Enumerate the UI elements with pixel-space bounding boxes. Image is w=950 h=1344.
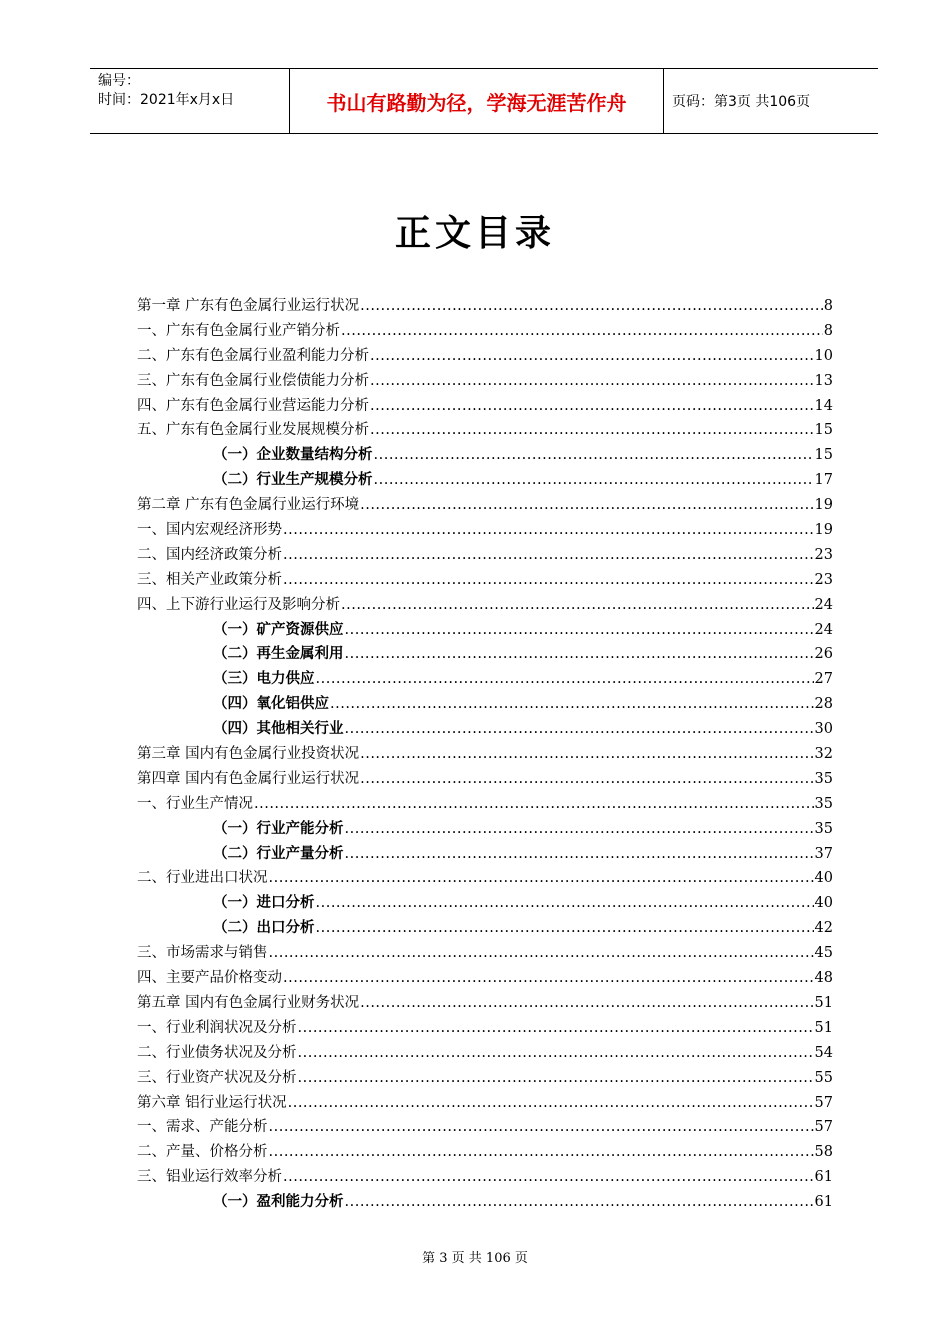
toc-entry[interactable]	[137, 742, 833, 767]
toc-entry-page: 27	[814, 671, 833, 688]
toc-leader-dots	[283, 572, 814, 588]
toc-leader-dots	[360, 771, 813, 787]
toc-leader-dots	[345, 1194, 814, 1210]
toc-leader-dots	[283, 1169, 814, 1185]
toc-entry-title: 三、广东有色金属行业偿债能力分析	[137, 372, 369, 389]
toc-leader-dots	[283, 547, 814, 563]
toc-leader-dots	[360, 995, 813, 1011]
toc-leader-dots	[360, 746, 813, 762]
toc-entry[interactable]	[137, 642, 833, 667]
toc-entry-page: 19	[814, 522, 833, 539]
toc-entry[interactable]	[137, 443, 833, 468]
toc-entry-page: 28	[814, 696, 833, 713]
toc-entry[interactable]	[137, 692, 833, 717]
toc-leader-dots	[360, 497, 813, 513]
toc-entry-page: 51	[814, 994, 833, 1011]
toc-entry[interactable]	[137, 618, 833, 643]
toc-entry[interactable]	[137, 493, 833, 518]
toc-leader-dots	[316, 671, 814, 687]
toc-entry-title: 二、产量、价格分析	[137, 1144, 268, 1161]
toc-entry[interactable]	[137, 369, 833, 394]
toc-leader-dots	[370, 348, 814, 364]
toc-entry-page: 35	[814, 770, 833, 787]
toc-entry-page: 57	[814, 1094, 833, 1111]
toc-leader-dots	[283, 970, 814, 986]
toc-entry[interactable]	[137, 1041, 833, 1066]
page-header	[90, 68, 878, 134]
toc-leader-dots	[298, 1070, 814, 1086]
toc-leader-dots	[316, 920, 814, 936]
header-page-info: 页码：第3页 共106页	[672, 94, 811, 110]
toc-entry-title: （二）行业生产规模分析	[213, 472, 373, 489]
toc-entry-title: （四）其他相关行业	[213, 721, 344, 738]
toc-entry-title: 第三章 国内有色金属行业投资状况	[137, 746, 360, 763]
toc-entry-title: 二、行业债务状况及分析	[137, 1044, 297, 1061]
toc-leader-dots	[298, 1020, 814, 1036]
toc-entry-title: 一、国内宏观经济形势	[137, 522, 282, 539]
toc-entry[interactable]	[137, 394, 833, 419]
toc-entry-page: 17	[814, 472, 833, 489]
toc-entry-page: 40	[814, 870, 833, 887]
toc-entry-title: 五、广东有色金属行业发展规模分析	[137, 422, 369, 439]
toc-leader-dots	[370, 398, 814, 414]
toc-entry-title: 一、行业利润状况及分析	[137, 1019, 297, 1036]
toc-entry[interactable]	[137, 1140, 833, 1165]
toc-entry[interactable]	[137, 866, 833, 891]
toc-entry-title: 一、广东有色金属行业产销分析	[137, 322, 340, 339]
toc-entry-page: 51	[814, 1019, 833, 1036]
toc-leader-dots	[345, 846, 814, 862]
toc-entry-page: 14	[814, 397, 833, 414]
toc-entry-title: （一）进口分析	[213, 895, 315, 912]
table-of-contents	[137, 294, 833, 1215]
toc-entry-title: （一）企业数量结构分析	[213, 447, 373, 464]
toc-entry-title: （四）氧化铝供应	[213, 696, 329, 713]
toc-entry-page: 40	[814, 895, 833, 912]
toc-entry-page: 54	[814, 1044, 833, 1061]
toc-entry[interactable]	[137, 667, 833, 692]
toc-entry-title: 第六章 铝行业运行状况	[137, 1094, 287, 1111]
toc-entry[interactable]	[137, 792, 833, 817]
page-title: 正文目录	[394, 213, 555, 254]
toc-entry[interactable]	[137, 294, 833, 319]
toc-entry[interactable]	[137, 891, 833, 916]
toc-leader-dots	[370, 422, 814, 438]
toc-entry-page: 58	[814, 1144, 833, 1161]
toc-leader-dots	[360, 298, 823, 314]
toc-entry[interactable]	[137, 991, 833, 1016]
toc-entry-page: 45	[814, 945, 833, 962]
toc-leader-dots	[370, 373, 814, 389]
toc-entry-page: 24	[814, 596, 833, 613]
toc-entry[interactable]	[137, 543, 833, 568]
toc-leader-dots	[288, 1095, 814, 1111]
page-footer: 第 3 页 共 106 页	[422, 1251, 528, 1266]
toc-entry-page: 48	[814, 970, 833, 987]
toc-entry[interactable]	[137, 1165, 833, 1190]
toc-leader-dots	[345, 646, 814, 662]
toc-leader-dots	[374, 472, 814, 488]
toc-leader-dots	[316, 895, 814, 911]
toc-entry-title: 第四章 国内有色金属行业运行状况	[137, 770, 360, 787]
toc-entry-page: 32	[814, 746, 833, 763]
header-meta	[90, 69, 290, 133]
toc-entry[interactable]	[137, 966, 833, 991]
toc-entry[interactable]	[137, 319, 833, 344]
toc-leader-dots	[254, 796, 814, 812]
toc-leader-dots	[345, 721, 814, 737]
toc-entry-title: （一）行业产能分析	[213, 820, 344, 837]
toc-entry-title: 一、需求、产能分析	[137, 1119, 268, 1136]
toc-entry[interactable]	[137, 941, 833, 966]
toc-entry[interactable]	[137, 1091, 833, 1116]
toc-entry-page: 23	[814, 546, 833, 563]
toc-entry-page: 23	[814, 571, 833, 588]
toc-entry-page: 57	[814, 1119, 833, 1136]
toc-entry-title: （二）行业产量分析	[213, 845, 344, 862]
toc-entry[interactable]	[137, 1115, 833, 1140]
toc-entry-page: 10	[814, 347, 833, 364]
toc-leader-dots	[269, 945, 814, 961]
toc-leader-dots	[374, 447, 814, 463]
toc-leader-dots	[298, 1045, 814, 1061]
toc-entry-page: 24	[814, 621, 833, 638]
toc-leader-dots	[283, 522, 814, 538]
toc-entry[interactable]	[137, 468, 833, 493]
toc-entry-title: （二）再生金属利用	[213, 646, 344, 663]
toc-leader-dots	[345, 821, 814, 837]
toc-entry[interactable]	[137, 1066, 833, 1091]
toc-entry-title: 三、铝业运行效率分析	[137, 1169, 282, 1186]
toc-entry-page: 61	[814, 1169, 833, 1186]
toc-entry-page: 8	[823, 298, 833, 314]
toc-entry-page: 26	[814, 646, 833, 663]
toc-entry-page: 15	[814, 447, 833, 464]
toc-entry[interactable]	[137, 916, 833, 941]
toc-entry-page: 19	[814, 497, 833, 514]
toc-entry-title: 四、主要产品价格变动	[137, 970, 282, 987]
toc-entry-title: 三、市场需求与销售	[137, 945, 268, 962]
toc-entry[interactable]	[137, 344, 833, 369]
toc-leader-dots	[341, 597, 814, 613]
toc-entry-title: （三）电力供应	[213, 671, 315, 688]
toc-entry-title: （一）盈利能力分析	[213, 1194, 344, 1211]
toc-entry-page: 42	[814, 920, 833, 937]
toc-entry[interactable]	[137, 767, 833, 792]
toc-leader-dots	[345, 622, 814, 638]
toc-leader-dots	[269, 870, 814, 886]
toc-entry[interactable]	[137, 518, 833, 543]
toc-entry-title: 四、广东有色金属行业营运能力分析	[137, 397, 369, 414]
toc-entry-title: 二、行业进出口状况	[137, 870, 268, 887]
toc-entry-page: 35	[814, 795, 833, 812]
toc-entry-page: 61	[814, 1194, 833, 1211]
toc-leader-dots	[341, 323, 823, 339]
header-number-label: 编号：	[98, 73, 140, 89]
toc-entry[interactable]	[137, 1016, 833, 1041]
toc-entry-page: 13	[814, 372, 833, 389]
toc-entry[interactable]	[137, 842, 833, 867]
toc-leader-dots	[330, 696, 814, 712]
toc-entry-page: 8	[823, 322, 833, 339]
header-time-label: 时间：2021年x月x日	[98, 92, 235, 108]
toc-leader-dots	[269, 1119, 814, 1135]
toc-entry[interactable]	[137, 717, 833, 742]
toc-entry-title: （二）出口分析	[213, 920, 315, 937]
toc-entry-title: 三、相关产业政策分析	[137, 571, 282, 588]
toc-entry-page: 35	[814, 820, 833, 837]
toc-entry[interactable]	[137, 817, 833, 842]
toc-entry-page: 30	[814, 721, 833, 738]
toc-entry[interactable]	[137, 1190, 833, 1215]
toc-entry-title: 二、国内经济政策分析	[137, 546, 282, 563]
toc-entry[interactable]	[137, 593, 833, 618]
header-motto: 书山有路勤为径，学海无涯苦作舟	[290, 69, 664, 133]
toc-entry-page: 15	[814, 422, 833, 439]
toc-entry-title: 三、行业资产状况及分析	[137, 1069, 297, 1086]
toc-entry-title: 四、上下游行业运行及影响分析	[137, 596, 340, 613]
toc-entry-title: 第五章 国内有色金属行业财务状况	[137, 994, 360, 1011]
toc-entry-title: 二、广东有色金属行业盈利能力分析	[137, 347, 369, 364]
toc-entry-title: 第一章 广东有色金属行业运行状况	[137, 298, 360, 314]
toc-leader-dots	[269, 1144, 814, 1160]
toc-entry[interactable]	[137, 568, 833, 593]
toc-entry-title: （一）矿产资源供应	[213, 621, 344, 638]
toc-entry-title: 第二章 广东有色金属行业运行环境	[137, 497, 360, 514]
toc-entry[interactable]	[137, 418, 833, 443]
toc-entry-page: 37	[814, 845, 833, 862]
toc-entry-title: 一、行业生产情况	[137, 795, 253, 812]
toc-entry-page: 55	[814, 1069, 833, 1086]
